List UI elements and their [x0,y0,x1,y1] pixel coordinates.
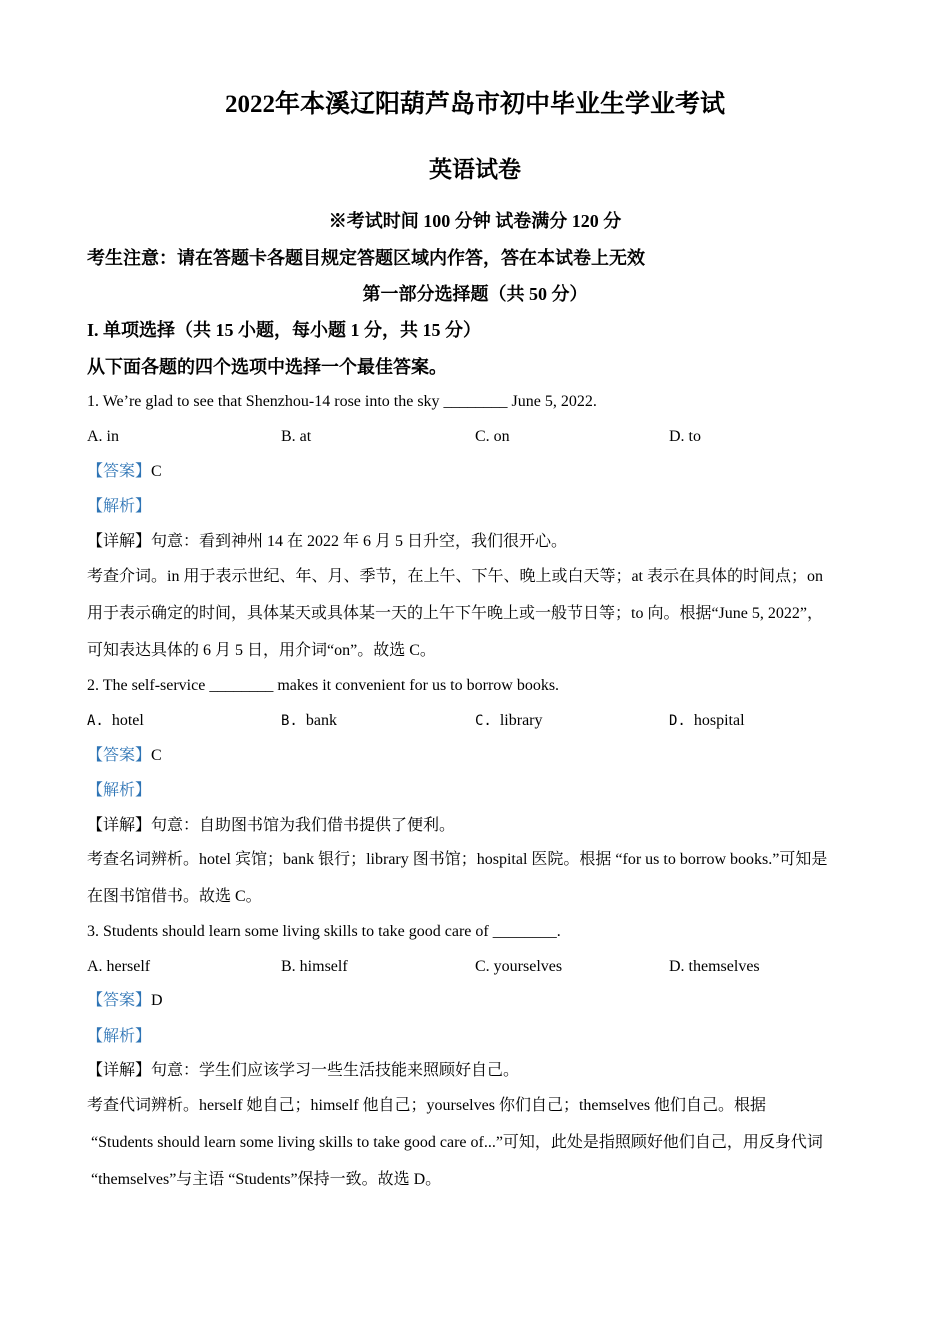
answer-tag: 【答案】 [87,992,152,1009]
option-a: A. in [87,428,119,445]
option-word: hotel [111,712,144,729]
option-word: library [499,712,543,729]
answer-value: C [151,463,162,480]
analysis-tag: 【解析】 [87,498,152,515]
option-d: D. themselves [669,958,760,975]
explanation-line: 考查名词辨析。hotel 宾馆；bank 银行；library 图书馆；hospital 医院。根据 “for us to borrow books.”可知是 [87,851,828,868]
option-letter: A. [87,713,104,729]
option-c [475,711,543,731]
answer-value: D [151,992,163,1009]
option-d: D. to [669,428,701,445]
exam-subtitle: 英语试卷 [429,157,521,182]
option-a [87,711,144,731]
answer-value: C [151,747,162,764]
option-c: C. yourselves [475,958,563,975]
question-stem: 1. We’re glad to see that Shenzhou-14 rose into the sky ________ June 5, 2022. [87,393,597,410]
option-letter: C. [475,713,492,729]
option-b: B. at [281,428,312,445]
exam-title: 2022年本溪辽阳葫芦岛市初中毕业生学业考试 [224,91,725,118]
answer-tag: 【答案】 [87,463,152,480]
option-word: bank [305,712,337,729]
answer-line [87,991,863,1011]
explanation-line: “Students should learn some living skills to take good care of...”可知，此处是指照顾好他们自己，用反身代词 [87,1134,823,1151]
analysis-tag: 【解析】 [87,782,152,799]
explanation-line: 考查介词。in 用于表示世纪、年、月、季节，在上午、下午、晚上或白天等；at 表示在具体的时间点；on [87,568,823,585]
detail-tag: 【详解】 [87,533,152,550]
option-d [669,711,745,731]
explanation-line: “themselves”与主语 “Students”保持一致。故选 D。 [87,1171,442,1188]
part-title: 第一部分选择题（共 50 分） [362,284,588,304]
detail-text: 句意：学生们应该学习一些生活技能来照顾好自己。 [151,1062,520,1079]
detail-text: 句意：自助图书馆为我们借书提供了便利。 [151,817,456,834]
option-letter: D. [669,713,686,729]
question-stem: 3. Students should learn some living skills to take good care of ________. [87,923,561,940]
explanation-line: 可知表达具体的 6 月 5 日，用介词“on”。故选 C。 [87,642,436,659]
analysis-tag: 【解析】 [87,1028,152,1045]
detail-text: 句意：看到神州 14 在 2022 年 6 月 5 日升空，我们很开心。 [151,533,568,550]
exam-notice: 考生注意：请在答题卡各题目规定答题区域内作答，答在本试卷上无效 [87,248,645,268]
answer-tag: 【答案】 [87,747,152,764]
section-instruction: 从下面各题的四个选项中选择一个最佳答案。 [87,357,447,377]
explanation-line: 在图书馆借书。故选 C。 [87,888,262,905]
detail-line [87,816,863,836]
detail-tag: 【详解】 [87,1062,152,1079]
option-b: B. himself [281,958,348,975]
detail-line [87,1061,863,1081]
explanation-line: 考查代词辨析。herself 她自己；himself 他自己；yourselves 你们自己；themselves 他们自己。根据 [87,1097,767,1114]
detail-line [87,532,863,552]
option-a: A. herself [87,958,151,975]
exam-info: ※考试时间 100 分钟 试卷满分 120 分 [328,211,622,231]
option-b [281,711,337,731]
section-title: I. 单项选择（共 15 小题，每小题 1 分，共 15 分） [87,320,482,340]
detail-tag: 【详解】 [87,817,152,834]
option-letter: B. [281,713,298,729]
answer-line [87,746,863,766]
question-stem: 2. The self-service ________ makes it convenient for us to borrow books. [87,677,560,694]
explanation-line: 用于表示确定的时间，具体某天或具体某一天的上午下午晚上或一般节日等；to 向。根据“June 5, 2022”， [87,605,823,622]
option-word: hospital [693,712,745,729]
option-c: C. on [475,428,510,445]
answer-line [87,462,863,482]
